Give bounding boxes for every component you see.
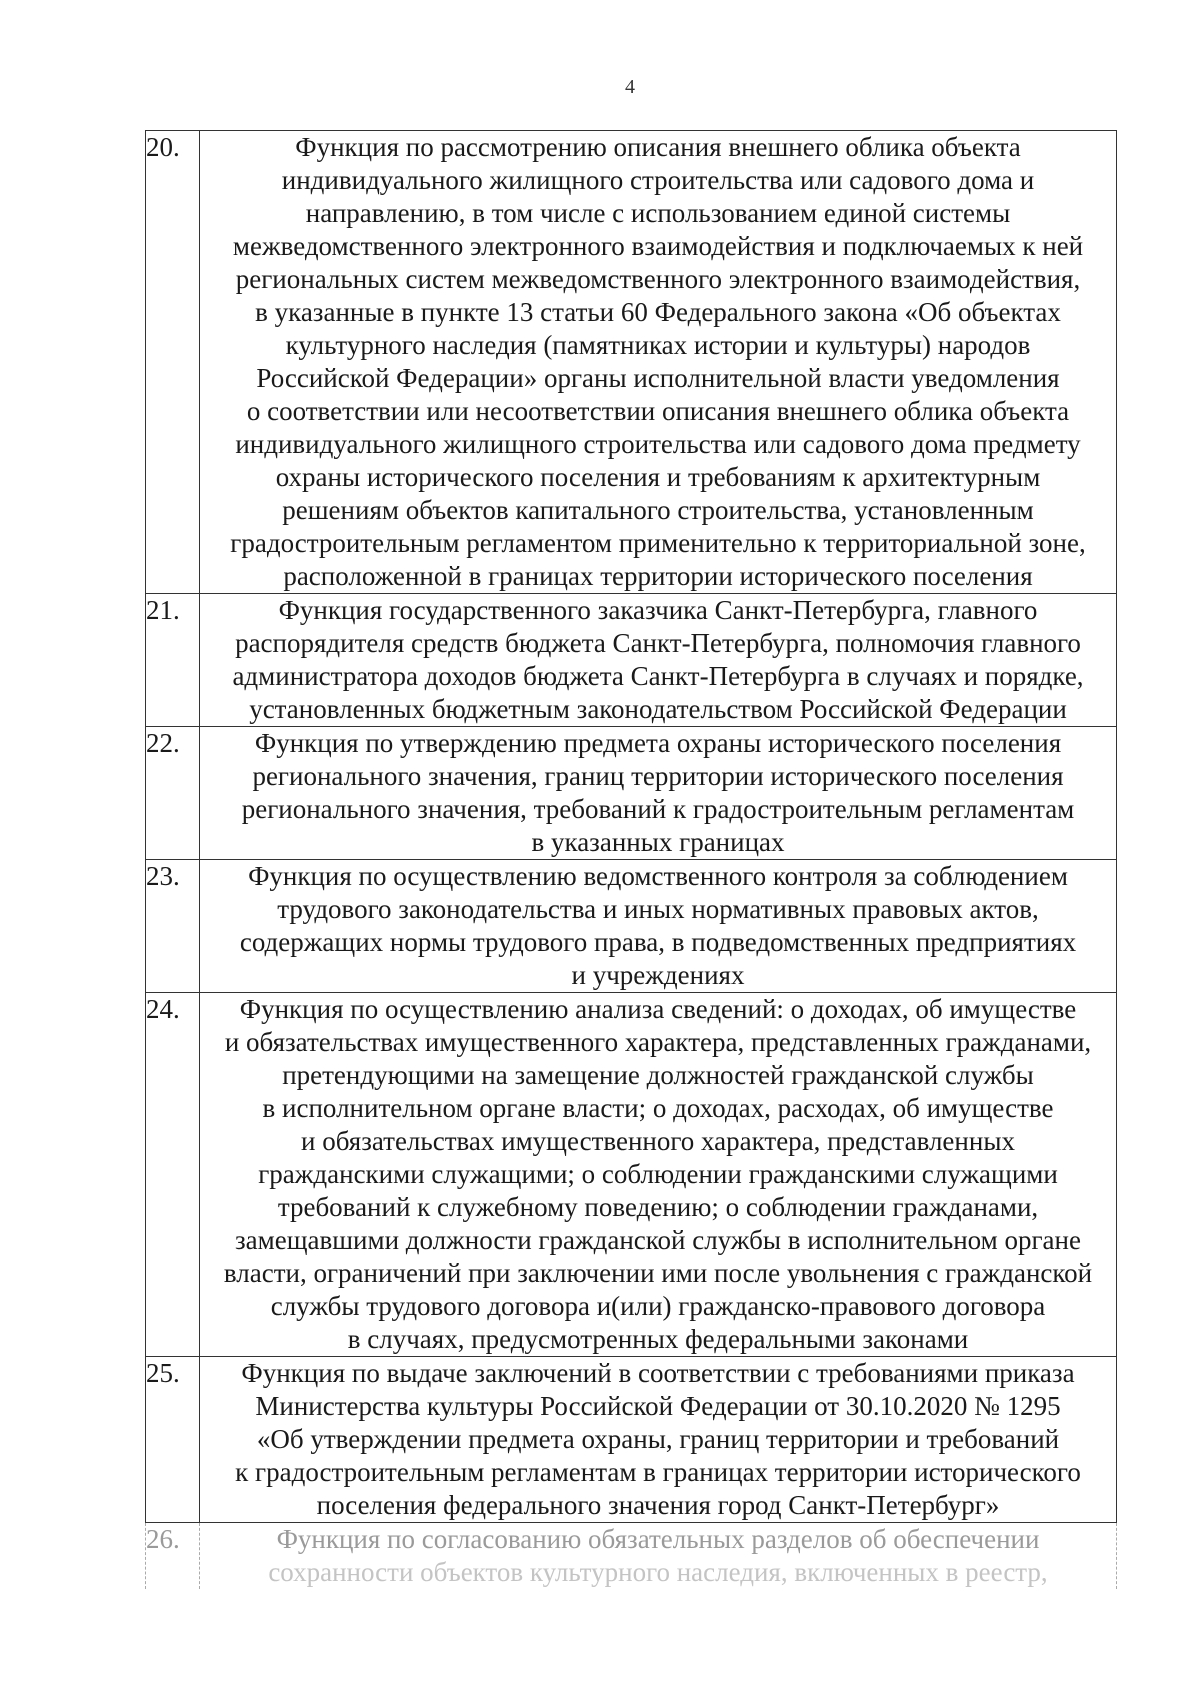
description-line: службы трудового договора и(или) гражданско-правового договора (270, 1291, 1046, 1321)
table-row (146, 993, 1117, 1357)
row-number: 25. (146, 1357, 200, 1523)
table-row (146, 860, 1117, 993)
description-line: трудового законодательства и иных нормативных правовых актов, (277, 894, 1039, 924)
description-line: требований к служебному поведению; о соблюдении гражданами, (277, 1192, 1039, 1222)
row-number: 26. (146, 1523, 200, 1590)
functions-table-body (146, 131, 1117, 1590)
description-line: региональных систем межведомственного электронного взаимодействия, (235, 264, 1081, 294)
function-description (200, 860, 1117, 993)
description-line: установленных бюджетным законодательством Российской Федерации (249, 694, 1067, 724)
table-row (146, 594, 1117, 727)
description-line: межведомственного электронного взаимодействия и подключаемых к ней (232, 231, 1084, 261)
description-line: Функция государственного заказчика Санкт-Петербурга, главного (278, 595, 1038, 625)
table-row (146, 131, 1117, 594)
description-line: охраны исторического поселения и требованиям к архитектурным (275, 462, 1041, 492)
description-line: культурного наследия (памятниках истории и культуры) народов (285, 330, 1031, 360)
description-line: содержащих нормы трудового права, в подведомственных предприятиях (239, 927, 1077, 957)
table-row (146, 727, 1117, 860)
description-line: Функция по выдаче заключений в соответствии с требованиями приказа (241, 1358, 1075, 1388)
row-number: 22. (146, 727, 200, 860)
description-line: в случаях, предусмотренных федеральными законами (347, 1324, 969, 1354)
description-line: направлению, в том числе с использованием единой системы (305, 198, 1011, 228)
description-line: в указанных границах (531, 827, 785, 857)
row-number: 20. (146, 131, 200, 594)
functions-table (145, 130, 1117, 1589)
function-description (200, 993, 1117, 1357)
function-description (200, 727, 1117, 860)
description-line: власти, ограничений при заключении ими после увольнения с гражданской (223, 1258, 1093, 1288)
description-line: Российской Федерации» органы исполнительной власти уведомления (256, 363, 1060, 393)
description-line: о соответствии или несоответствии описания внешнего облика объекта (246, 396, 1070, 426)
description-line: и обязательствах имущественного характера, представленных (301, 1126, 1015, 1156)
description-line: Функция по утверждению предмета охраны исторического поселения (254, 728, 1062, 758)
description-line: Функция по осуществлению анализа сведений: о доходах, об имуществе (239, 994, 1077, 1024)
table-row (146, 1523, 1117, 1590)
description-line: регионального значения, требований к градостроительным регламентам (241, 794, 1075, 824)
table-row (146, 1357, 1117, 1523)
row-number: 24. (146, 993, 200, 1357)
function-description (200, 1523, 1117, 1590)
description-line: сохранности объектов культурного наследия, включенных в реестр, (268, 1557, 1048, 1587)
description-line: в исполнительном органе власти; о доходах, расходах, об имуществе (262, 1093, 1054, 1123)
function-description (200, 131, 1117, 594)
description-line: Функция по согласованию обязательных разделов об обеспечении (276, 1524, 1040, 1554)
description-line: «Об утверждении предмета охраны, границ территории и требований (256, 1424, 1060, 1454)
description-line: решениям объектов капитального строительства, установленным (282, 495, 1034, 525)
description-line: расположенной в границах территории исторического поселения (283, 561, 1033, 591)
description-line: Функция по рассмотрению описания внешнего облика объекта (295, 132, 1021, 162)
description-line: замещавшими должности гражданской службы в исполнительном органе (235, 1225, 1081, 1255)
description-line: индивидуального жилищного строительства или садового дома предмету (235, 429, 1081, 459)
description-line: и учреждениях (571, 960, 745, 990)
description-line: администратора доходов бюджета Санкт-Петербурга в случаях и порядке, (232, 661, 1084, 691)
description-line: к градостроительным регламентам в границах территории исторического (235, 1457, 1081, 1487)
description-line: индивидуального жилищного строительства или садового дома и (281, 165, 1035, 195)
description-line: распорядителя средств бюджета Санкт-Петербурга, полномочия главного (235, 628, 1081, 658)
description-line: градостроительным регламентом применительно к территориальной зоне, (230, 528, 1086, 558)
page-number: 4 (625, 76, 635, 98)
description-line: и обязательствах имущественного характера, представленных гражданами, (224, 1027, 1092, 1057)
function-description (200, 594, 1117, 727)
description-line: Функция по осуществлению ведомственного контроля за соблюдением (248, 861, 1068, 891)
row-number: 23. (146, 860, 200, 993)
description-line: в указанные в пункте 13 статьи 60 Федерального закона «Об объектах (255, 297, 1061, 327)
description-line: поселения федерального значения город Санкт-Петербург» (316, 1490, 1000, 1520)
description-line: регионального значения, границ территории исторического поселения (252, 761, 1064, 791)
description-line: Министерства культуры Российской Федерации от 30.10.2020 № 1295 (255, 1391, 1061, 1421)
description-line: гражданскими служащими; о соблюдении гражданскими служащими (258, 1159, 1058, 1189)
function-description (200, 1357, 1117, 1523)
row-number: 21. (146, 594, 200, 727)
description-line: претендующими на замещение должностей гражданской службы (282, 1060, 1034, 1090)
